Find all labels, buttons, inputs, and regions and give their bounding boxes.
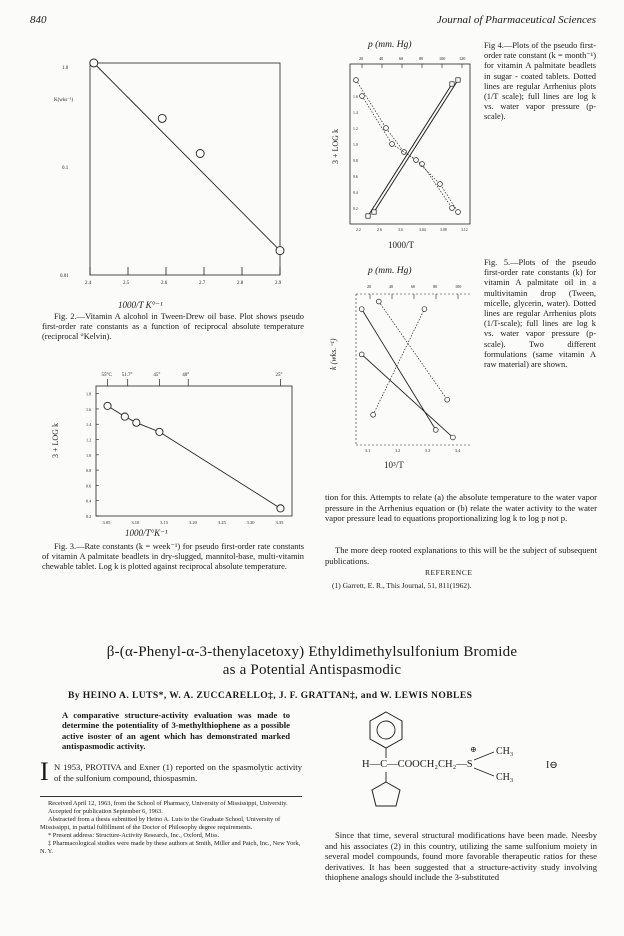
fig2-xlabel: 1000/T K°⁻¹ (118, 300, 163, 310)
figure-2-chart (54, 55, 290, 295)
fig4-point (360, 94, 365, 99)
fig3-ytick-label: 0.4 (86, 498, 92, 504)
fig3-point (121, 413, 128, 420)
fig4-point (438, 182, 443, 187)
fig4-point (354, 78, 359, 83)
fig3-top-tick-label: 40° (182, 373, 190, 378)
fig5-point (422, 307, 427, 312)
fig3-xticks (103, 520, 285, 525)
fig2-point (90, 59, 98, 67)
fig4-top-tick-label: 120 (459, 56, 466, 61)
fig3-top-ticks (102, 373, 283, 386)
fig4-point (456, 78, 460, 82)
fig5-marks (359, 299, 455, 440)
intro-paragraph (40, 757, 302, 786)
fig5-point (371, 412, 376, 417)
fig3-xtick-label: 3.30 (246, 520, 255, 525)
fig5-series-line (379, 302, 447, 400)
page-number: 840 (30, 14, 47, 26)
fig5-xtick-label: 3.2 (395, 448, 401, 453)
footnote-1: Received April 12, 1963, from the School of Pharmacy, University of Mississippi, University. (48, 800, 288, 807)
fig2-xtick-label: 2.8 (237, 281, 244, 286)
structure-charge: ⊕ (470, 745, 477, 754)
article-right-column: Since that time, several structural modifications have been made. Neesby and his associates (2) in this country, utilizing the same sulfonium moiety in several model compounds, found more favorable therapeutic ratios for these derivatives. It has been suggested that a structure-activity study involving thiophene analogs should include the 3-substituted (325, 830, 597, 883)
fig4-point (366, 214, 370, 218)
fig4-point (384, 126, 389, 131)
fig2-ytick-1: 1.0 (62, 66, 69, 71)
fig3-ytick-label: 0.2 (86, 514, 92, 519)
right-para-1: tion for this. Attempts to relate (a) the absolute temperature to the water vapor pressure in the Arrhenius equation or (b) relate the water activity to the water vapor pressure lead to equations proportionalizing log k to log p not p. (325, 492, 597, 524)
fig3-xtick-label: 3.25 (217, 520, 226, 525)
fig3-xtick-label: 3.20 (189, 520, 197, 525)
fig5-top-tick-label: 40 (389, 284, 394, 289)
figure-3-chart (51, 360, 297, 525)
fig5-series-line (362, 354, 453, 437)
fig4-ylabel: 3 + LOG k (331, 129, 340, 164)
fig4-xticks (356, 228, 468, 232)
fig4-top-label: p (mm. Hg) (368, 40, 412, 50)
fig5-top-label: p (mm. Hg) (368, 266, 412, 276)
fig4-top-tick-label: 20 (359, 56, 364, 61)
fig5-point (445, 397, 450, 402)
fig3-point (277, 505, 284, 512)
fig4-xtick-label: 3.04 (419, 228, 426, 232)
fig2-fit-line (94, 63, 280, 251)
fig5-ylabel: k (wks.⁻¹) (329, 338, 338, 370)
fig3-top-tick-label: 25° (275, 373, 283, 378)
structure-iodide: I⊖ (546, 760, 558, 771)
phenyl-ring-icon (370, 712, 402, 748)
fig3-ytick-label: 1.4 (86, 422, 92, 428)
fig3-yticks (86, 392, 99, 519)
fig2-xtick-label: 2.9 (275, 281, 282, 286)
article-authors: By HEINO A. LUTS*, W. A. ZUCCARELLO‡, J. F. GRATTAN‡, and W. LEWIS NOBLES (68, 690, 473, 701)
fig4-top-ticks (359, 56, 465, 68)
fig3-xtick-label: 3.05 (102, 520, 111, 525)
fig4-xlabel: 1000/T (388, 240, 414, 250)
fig3-ytick-label: 0.6 (86, 483, 92, 489)
fig4-series-line (362, 96, 458, 212)
fig4-point (390, 142, 395, 147)
fig3-ytick-label: 1.6 (86, 406, 92, 412)
journal-title: Journal of Pharmaceutical Sciences (436, 14, 596, 26)
fig4-top-tick-label: 60 (399, 56, 404, 61)
footnote-2: Accepted for publication September 6, 1963. (48, 808, 163, 815)
fig4-ytick-label: 1.4 (353, 111, 358, 115)
fig4-marks (354, 78, 461, 219)
fig2-xtick-label: 2.7 (199, 281, 206, 286)
intro-text: N 1953, PROTIVA and Exner (1) reported on the spasmolytic activity of the sulfonium compound, thiospasmin. (54, 762, 302, 783)
fig3-xtick-label: 3.15 (160, 520, 169, 525)
fig4-xtick-label: 3.08 (440, 228, 447, 232)
structure-formula: H—C—COOCH₂CH₂—S (362, 759, 473, 770)
fig5-point (451, 435, 456, 440)
fig4-xtick-label: 3.0 (398, 228, 403, 232)
fig5-top-ticks (356, 284, 470, 299)
fig3-point (104, 402, 111, 409)
right-para-2: The more deep rooted explanations to this will be the subject of subsequent publications. (325, 545, 597, 566)
fig4-ytick-label: 0.4 (353, 191, 358, 195)
fig2-xticks (85, 267, 282, 286)
fig4-top-tick-label: 40 (379, 56, 384, 61)
fig3-ylabel: 3 + LOG k (51, 423, 60, 458)
fig4-caption: Fig 4.—Plots of the pseudo first-order rate constant (k = month⁻¹) for vitamin A palmitate beadlets in sugar - coated tablets. Dotted lines are regular Arrhenius plots (1/T scale); full lines are log k vs. water vapor pressure (p-scale). (484, 41, 596, 122)
fig4-ytick-label: 1.0 (353, 143, 358, 147)
fig2-xtick-label: 2.6 (161, 281, 168, 286)
fig5-xticks (356, 294, 470, 453)
reference-heading: REFERENCE (425, 568, 473, 577)
fig3-marks (104, 402, 284, 512)
fig3-top-tick-label: 51.7° (121, 373, 133, 378)
footnote-3: Abstracted from a thesis submitted by Heino A. Luts to the Graduate School, University of Mississippi, in partial fulfillment of the Doctor of Philosophy degree requirements. (40, 816, 281, 831)
figure-4-chart (330, 54, 480, 234)
fig4-ytick-label: 1.6 (353, 95, 358, 99)
fig5-point (359, 307, 364, 312)
fig4-xtick-label: 3.12 (461, 228, 468, 232)
fig4-yticks (353, 79, 358, 211)
fig4-xtick-label: 2.6 (377, 228, 382, 232)
fig4-top-tick-label: 80 (419, 56, 424, 61)
fig4-ytick-label: 0.8 (353, 159, 358, 163)
fig2-point (196, 150, 204, 158)
thiophene-ring-icon (372, 782, 400, 806)
fig3-top-tick-label: 45° (153, 373, 161, 378)
reference-1: (1) Garrett, E. R., This Journal, 51, 811(1962). (332, 581, 472, 590)
footnote-4: * Present address: Structure-Activity Research, Inc., Oxford, Miss. (48, 832, 220, 839)
fig5-top-tick-label: 80 (433, 284, 438, 289)
fig5-point (433, 428, 438, 433)
fig3-caption: Fig. 3.—Rate constants (k = week⁻¹) for pseudo first-order rate constants of vitamin A palmitate beadlets in dry-slugged, mannitol-base, multi-vitamin chewable tablet. Log k is plotted against reciprocal absolute temperature. (42, 542, 304, 572)
fig3-xtick-label: 3.35 (275, 520, 284, 525)
fig2-point (158, 114, 166, 122)
fig4-ytick-label: 1.2 (353, 127, 358, 131)
fig2-marks (90, 59, 284, 255)
fig5-xlabel: 10³/T (384, 460, 404, 470)
article-title-line-2: as a Potential Antispasmodic (222, 662, 402, 678)
fig3-point (133, 419, 140, 426)
drop-cap: I (40, 757, 49, 786)
fig2-caption: Fig. 2.—Vitamin A alcohol in Tween-Drew oil base. Plot shows pseudo first-order rate constants as a function of reciprocal absolute temperature (reciprocal °Kelvin). (42, 312, 304, 342)
fig4-point (456, 210, 461, 215)
fig4-point (372, 210, 376, 214)
fig5-caption: Fig. 5.—Plots of the pseudo first-order rate constants (k) for vitamin A palmitate oil in a multivitamin drop (Tween, micelle, glycerin, water). Dotted lines are regular Arrhenius plots (1/T-scale); full lines are log k vs. water vapor pressure (p-scale). Two different formulations (same vitamin A raw material) are shown. (484, 258, 596, 370)
article-abstract: A comparative structure-activity evaluation was made to determine the potentiality of 3-methylthiophene as a possible active isoster of an agent which has demonstrated marked antispasmodic activity. (62, 710, 290, 752)
fig4-xtick-label: 2.2 (356, 228, 361, 232)
fig4-point (414, 158, 419, 163)
fig3-top-tick-label: 55°C (101, 373, 112, 378)
structure-ch3-top: CH₃ (496, 746, 514, 757)
fig3-point (156, 428, 163, 435)
fig4-series-line (356, 80, 452, 208)
footnote-rule (40, 796, 302, 797)
fig2-ylabel: K(wks⁻¹) (54, 98, 74, 103)
fig5-top-tick-label: 100 (455, 284, 462, 289)
figure-5-chart (330, 280, 480, 460)
fig3-xlabel: 1000/T°K⁻¹ (125, 528, 168, 538)
fig5-xtick-label: 3.1 (365, 448, 371, 453)
fig5-xtick-label: 3.3 (425, 448, 431, 453)
fig3-ytick-label: 1.0 (86, 452, 92, 458)
fig2-point (276, 247, 284, 255)
fig3-ytick-label: 0.8 (86, 468, 92, 474)
fig4-ytick-label: 0.6 (353, 175, 358, 179)
article-title-line-1: β-(α-Phenyl-α-3-thenylacetoxy) Ethyldimethylsulfonium Bromide (106, 644, 518, 660)
fig5-point (376, 299, 381, 304)
fig5-top-tick-label: 20 (367, 284, 372, 289)
fig2-ytick-2: 0.1 (62, 166, 69, 171)
fig3-ytick-label: 1.8 (86, 391, 92, 397)
fig2-ytick-3: 0.01 (60, 274, 69, 279)
fig4-series-line (368, 84, 452, 216)
fig5-xtick-label: 3.4 (455, 448, 461, 453)
fig2-xtick-label: 2.4 (85, 281, 92, 286)
fig4-point (450, 82, 454, 86)
footnote-5: ‡ Pharmacological studies were made by these authors at Smith, Miller and Patch, Inc., New York, N. Y. (40, 840, 301, 855)
fig3-xtick-label: 3.10 (131, 520, 140, 525)
fig4-point (402, 150, 407, 155)
fig3-ytick-label: 1.2 (86, 437, 92, 443)
fig4-ytick-label: 0.2 (353, 207, 358, 211)
footnotes (40, 800, 302, 856)
structure-ch3-bottom: CH₃ (496, 772, 514, 783)
fig5-point (359, 352, 364, 357)
fig5-top-tick-label: 60 (411, 284, 416, 289)
fig4-point (450, 206, 455, 211)
fig2-xtick-label: 2.5 (123, 281, 130, 286)
fig4-top-tick-label: 100 (439, 56, 446, 61)
